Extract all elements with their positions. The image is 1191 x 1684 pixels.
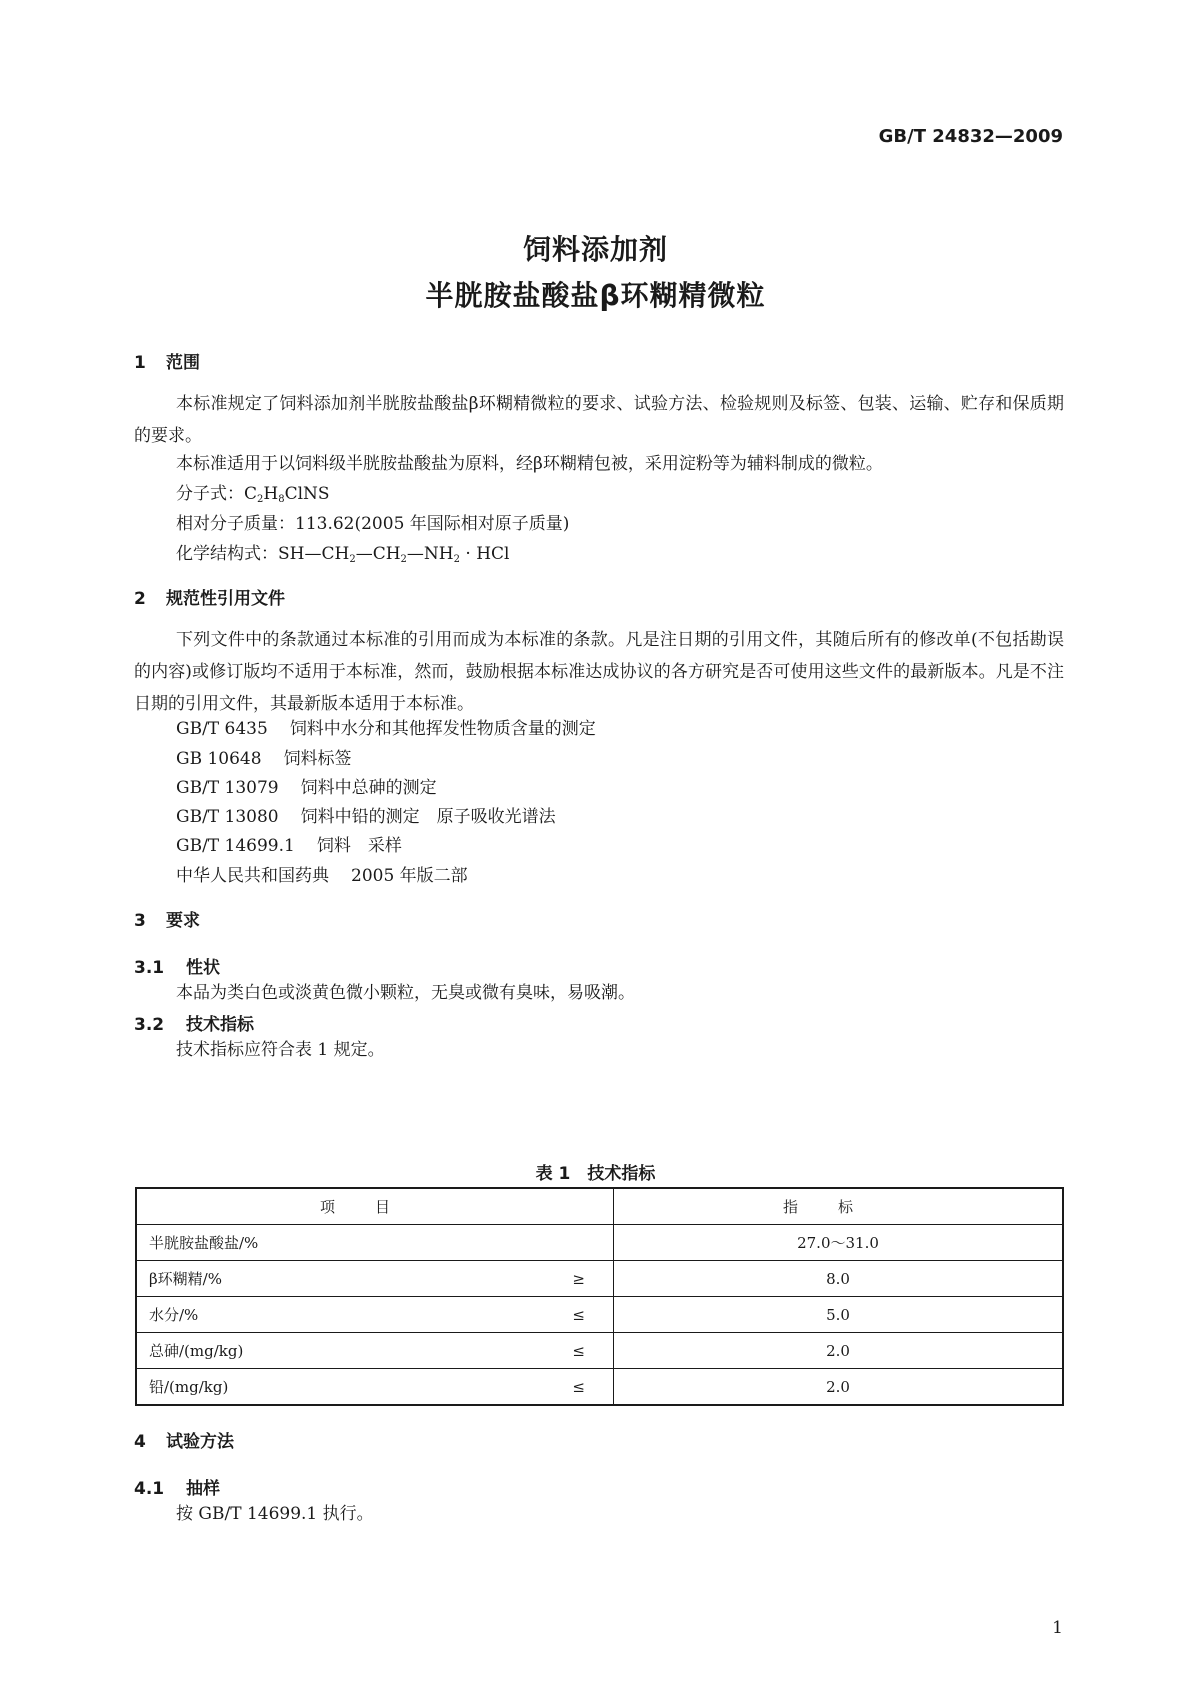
section-number: 1 [134,353,146,373]
section-title: 要求 [166,911,200,931]
molecular-formula: 分子式：$C_2H_8ClNS$ [176,484,330,505]
normative-references-paragraph: 下列文件中的条款通过本标准的引用而成为本标准的条款。凡是注日期的引用文件，其随后所有的修改单(不包括勘误的内容)或修订版均不适用于本标准，然而，鼓励根据本标准达成协议的各方研究是否可使用这些文件的最新版本。凡是不注日期的引用文件，其最新版本适用于本标准。 [134,630,1064,714]
reference-code: GB 10648 [176,749,262,769]
section-title: 性状 [186,958,220,978]
structural-formula: 化学结构式：$SH—CH_2—CH_2—NH_2$ · HCl [176,544,510,565]
section-4-heading [134,1427,234,1452]
reference-item [176,743,352,775]
scope-paragraph-2: 本标准适用于以饲料级半胱胺盐酸盐为原料，经β环糊精包被，采用淀粉等为辅料制成的微粒。 [176,454,883,474]
table-header-row [136,1188,1063,1225]
table-row [136,1369,1063,1406]
indicator-value: 5.0 [614,1297,1064,1333]
reference-title: 饲料标签 [283,749,352,769]
reference-item [176,830,402,862]
section-title: 抽样 [186,1479,220,1499]
standard-number: GB/T 24832—2009 [878,126,1063,147]
operator: ≤ [572,1341,585,1360]
relative-molecular-mass: 相对分子质量：113.62(2005 年国际相对原子质量) [176,514,570,534]
operator: ≥ [572,1269,585,1288]
formula-label: 分子式： [176,484,244,504]
title-line-1: 饲料添加剂 [522,233,668,266]
table-row [136,1297,1063,1333]
title-line-2: 半胱胺盐酸盐β环糊精微粒 [425,279,766,312]
reference-title: 饲料 采样 [316,836,402,856]
reference-item [176,801,556,833]
column-header: 项目 [136,1188,614,1225]
section-1-heading [134,348,200,373]
item-name: 半胱胺盐酸盐/% [149,1234,259,1252]
reference-code: GB/T 6435 [176,719,268,739]
item-name: β环糊精/% [149,1270,222,1288]
table-caption: 表 1 技术指标 [535,1164,656,1184]
appearance-text: 本品为类白色或淡黄色微小颗粒，无臭或微有臭味，易吸潮。 [176,983,635,1003]
section-number: 4.1 [134,1479,165,1499]
page-number: 1 [1052,1618,1063,1638]
item-name: 水分/% [149,1306,199,1324]
section-3-2-heading [134,1010,254,1035]
reference-title: 饲料中铅的测定 原子吸收光谱法 [300,807,556,827]
reference-item [176,772,437,804]
table-row [136,1261,1063,1297]
technical-indicators-text: 技术指标应符合表 1 规定。 [176,1040,385,1060]
table-row [136,1225,1063,1261]
reference-code: GB/T 13079 [176,778,279,798]
section-3-heading [134,906,200,931]
structure-label: 化学结构式： [176,544,278,564]
reference-item [176,860,468,892]
reference-code: 中华人民共和国药典 [176,866,329,886]
indicator-value: 2.0 [614,1333,1064,1369]
reference-item [176,713,596,745]
section-title: 规范性引用文件 [166,589,285,609]
reference-title: 饲料中水分和其他挥发性物质含量的测定 [289,719,596,739]
section-number: 3.1 [134,958,165,978]
indicator-value: 27.0～31.0 [614,1225,1064,1261]
table-row [136,1333,1063,1369]
operator: ≤ [572,1377,585,1396]
reference-code: GB/T 13080 [176,807,279,827]
section-title: 试验方法 [166,1432,234,1452]
reference-code: GB/T 14699.1 [176,836,295,856]
indicator-value: 8.0 [614,1261,1064,1297]
reference-title: 饲料中总砷的测定 [300,778,437,798]
item-name: 总砷/(mg/kg) [149,1342,244,1360]
section-title: 技术指标 [186,1015,254,1035]
reference-title: 2005 年版二部 [351,866,468,886]
column-header: 指标 [614,1188,1064,1225]
section-4-1-heading [134,1474,220,1499]
sampling-text: 按 GB/T 14699.1 执行。 [176,1504,374,1524]
item-name: 铅/(mg/kg) [149,1378,229,1396]
technical-indicators-table [135,1187,1064,1406]
scope-paragraph-1: 本标准规定了饲料添加剂半胱胺盐酸盐β环糊精微粒的要求、试验方法、检验规则及标签、包装、运输、贮存和保质期的要求。 [134,394,1064,446]
operator: ≤ [572,1305,585,1324]
section-title: 范围 [166,353,200,373]
section-number: 3 [134,911,146,931]
section-number: 3.2 [134,1015,165,1035]
indicator-value: 2.0 [614,1369,1064,1406]
section-3-1-heading [134,953,220,978]
section-number: 2 [134,589,146,609]
section-number: 4 [134,1432,146,1452]
section-2-heading [134,584,285,609]
